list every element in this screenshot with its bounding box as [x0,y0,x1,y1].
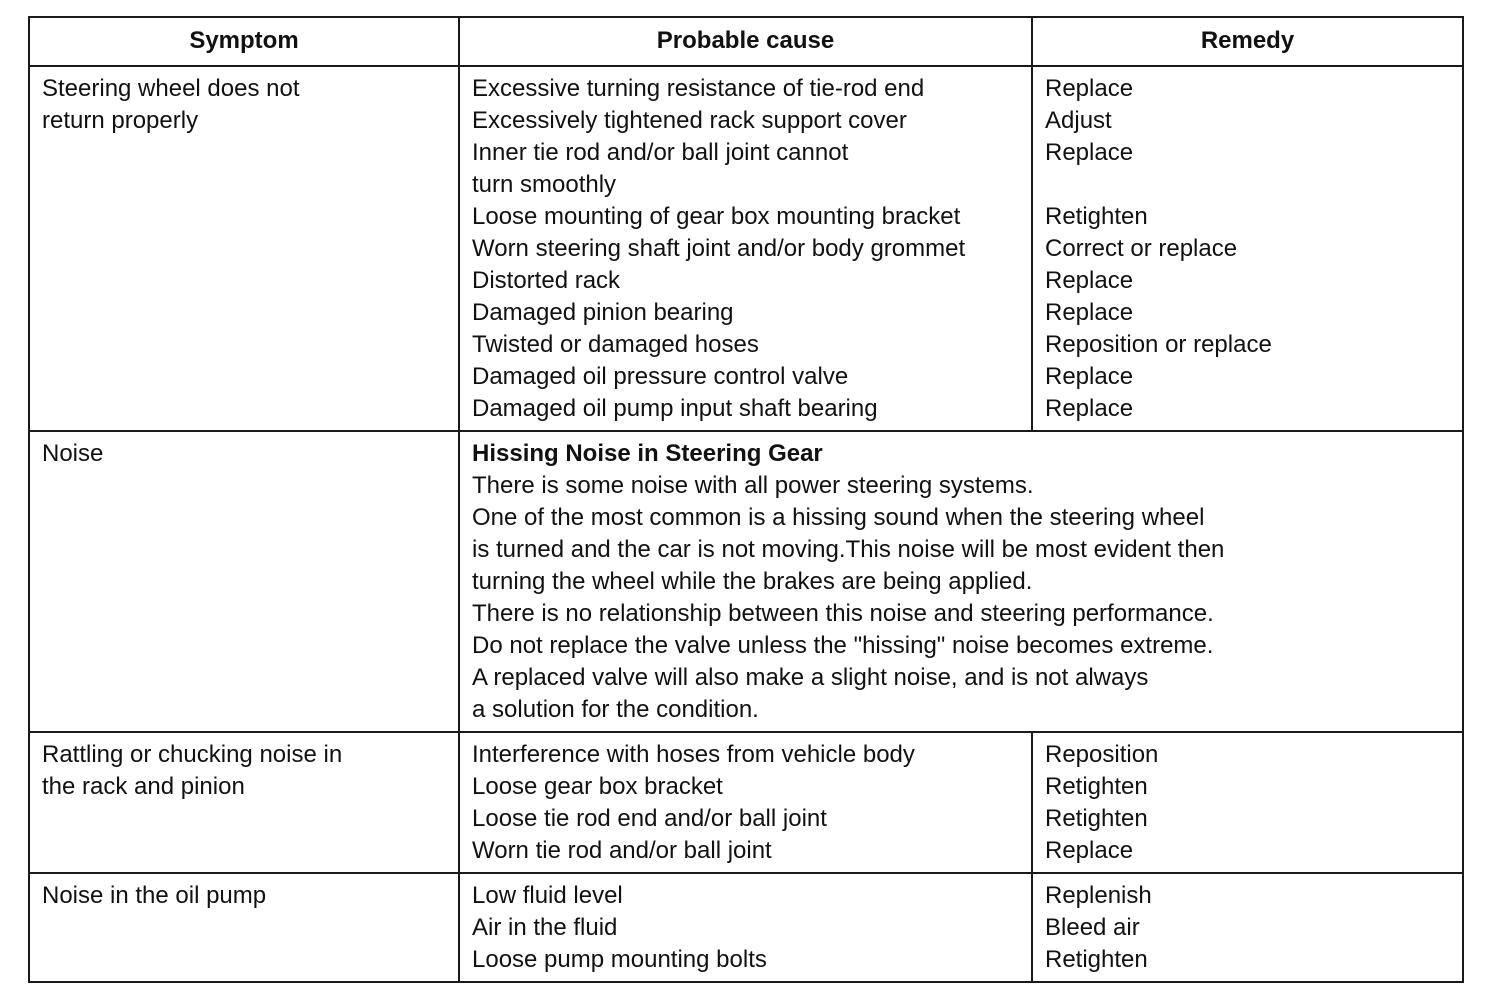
header-row [29,17,1463,66]
table-row-steering-return [29,66,1463,431]
remedy-line: Retighten [1045,773,1148,800]
cause-line: Loose gear box bracket [472,773,723,800]
cause-line: Loose mounting of gear box mounting bracket [472,203,961,230]
cause-cell [459,732,1032,873]
symptom-cell [29,66,459,431]
remedy-line: Bleed air [1045,914,1140,941]
cause-line: Loose tie rod end and/or ball joint [472,805,827,832]
remedy-line: Replace [1045,299,1134,326]
remedy-cell [1032,66,1463,431]
paragraph-line: a solution for the condition. [472,696,759,723]
cause-line: Damaged oil pressure control valve [472,363,849,390]
cause-line: Damaged oil pump input shaft bearing [472,395,878,422]
remedy-line: Replace [1045,267,1134,294]
cause-line: Air in the fluid [472,914,618,941]
cause-line: Excessively tightened rack support cover [472,107,907,134]
cause-line: Loose pump mounting bolts [472,946,767,973]
symptom-cell [29,431,459,732]
cause-cell [459,66,1032,431]
remedy-line: Reposition or replace [1045,331,1272,358]
remedy-line: Replace [1045,139,1134,166]
cause-line: Interference with hoses from vehicle body [472,741,915,768]
remedy-line: Adjust [1045,107,1112,134]
symptom-line: the rack and pinion [42,773,245,800]
remedy-line: Replace [1045,75,1134,102]
table-row-oil-pump [29,873,1463,982]
remedy-line: Replenish [1045,882,1152,909]
remedy-line: Replace [1045,395,1134,422]
noise-explanation-cell [459,431,1463,732]
paragraph-line: One of the most common is a hissing sound when the steering wheel [472,504,1205,531]
cause-line: turn smoothly [472,171,617,198]
cause-line: Twisted or damaged hoses [472,331,759,358]
symptom-line: Noise [42,440,104,467]
remedy-line: Correct or replace [1045,235,1238,262]
remedy-line: Retighten [1045,805,1148,832]
cause-cell [459,873,1032,982]
remedy-line: Replace [1045,837,1134,864]
symptom-cell [29,873,459,982]
table-row-rattling [29,732,1463,873]
section-heading: Hissing Noise in Steering Gear [472,440,823,467]
paragraph-line: Do not replace the valve unless the "hissing" noise becomes extreme. [472,632,1214,659]
symptom-cell [29,732,459,873]
remedy-line: Retighten [1045,946,1148,973]
paragraph-line: A replaced valve will also make a slight noise, and is not always [472,664,1149,691]
symptom-line: return properly [42,107,199,134]
cause-line: Excessive turning resistance of tie-rod end [472,75,925,102]
cause-line: Inner tie rod and/or ball joint cannot [472,139,849,166]
troubleshooting-table [28,16,1464,983]
cause-line: Worn tie rod and/or ball joint [472,837,772,864]
paragraph-line: There is some noise with all power steering systems. [472,472,1034,499]
remedy-cell [1032,873,1463,982]
remedy-line: Replace [1045,363,1134,390]
paragraph-line: turning the wheel while the brakes are being applied. [472,568,1033,595]
paragraph-line: is turned and the car is not moving.This noise will be most evident then [472,536,1225,563]
header-remedy: Remedy [1032,17,1463,66]
cause-line: Damaged pinion bearing [472,299,734,326]
remedy-line: Retighten [1045,203,1148,230]
cause-line: Low fluid level [472,882,623,909]
symptom-line: Steering wheel does not [42,75,300,102]
cause-line: Worn steering shaft joint and/or body grommet [472,235,966,262]
troubleshooting-table-container [28,16,1462,983]
paragraph-line: There is no relationship between this noise and steering performance. [472,600,1214,627]
header-symptom: Symptom [29,17,459,66]
symptom-line: Rattling or chucking noise in [42,741,343,768]
header-probable-cause: Probable cause [459,17,1032,66]
symptom-line: Noise in the oil pump [42,882,267,909]
remedy-line-blank [1045,169,1450,201]
remedy-cell [1032,732,1463,873]
remedy-line: Reposition [1045,741,1159,768]
cause-line: Distorted rack [472,267,621,294]
table-row-noise [29,431,1463,732]
